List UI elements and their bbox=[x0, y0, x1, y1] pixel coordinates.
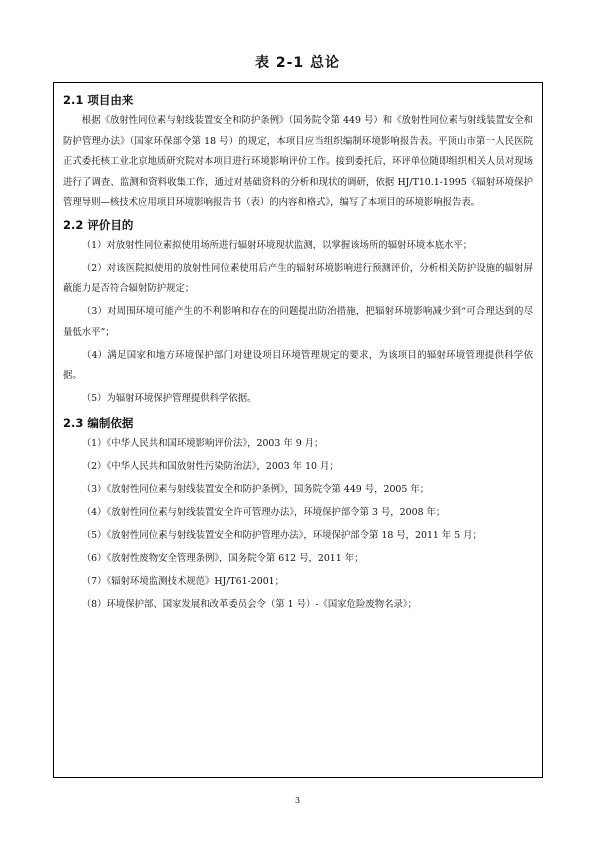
list-item: （6）《放射性废物安全管理条例》，国务院令第 612 号，2011 年； bbox=[81, 553, 364, 564]
section-heading-2-1: 2.1 项目由来 bbox=[63, 93, 134, 107]
list-item: （5）为辐射环境保护管理提供科学依据。 bbox=[81, 393, 257, 404]
list-item: （4）《放射性同位素与射线装置安全许可管理办法》，环境保护部令第 3 号，2008 年； bbox=[81, 507, 446, 518]
table-title: 表 2-1 总论 bbox=[254, 55, 341, 71]
section-heading-2-3: 2.3 编制依据 bbox=[63, 416, 134, 430]
list-item: （1）《中华人民共和国环境影响评价法》，2003 年 9 月； bbox=[81, 438, 324, 449]
list-item: （8）环境保护部、国家发展和改革委员会令（第 1 号）-《国家危险废物名录》； bbox=[81, 599, 417, 610]
list-item: （2）《中华人民共和国放射性污染防治法》，2003 年 10 月； bbox=[81, 461, 339, 472]
page-number: 3 bbox=[294, 796, 301, 805]
list-item: （3）《放射性同位素与射线装置安全和防护条例》，国务院令第 449 号，2005 年； bbox=[81, 484, 430, 495]
list-item: （1）对放射性同位素拟使用场所进行辐射环境现状监测，以掌握该场所的辐射环境本底水平； bbox=[81, 239, 473, 251]
paragraph-project-origin: 根据《放射性同位素与射线装置安全和防护条例》（国务院令第 449 号）和《放射性同位素与射线装置安全和防护管理办法》（国家环保部令第 18 号）的规定，本项目应当组织编制环境影响报告表。平顶山市第一人民医院正式委托核工业北京地质研究院对本项目进行环境影响评价工作。接到委托后，环评单位随即组织相关人员对现场进行了调查、监测和资料收集工作，通过对基础资料的分析和现状的调研，依据 HJ/T10.1-1995《辐射环境保护管理导则—核技术应用项目环境影响报告书（表）的内容和格式》，编写了本项目的环境影响报告表。 bbox=[63, 115, 533, 208]
list-item: （4）满足国家和地方环境保护部门对建设项目环境管理规定的要求，为该项目的辐射环境管理提供科学依据。 bbox=[63, 349, 533, 381]
list-item: （7）《辐射环境监测技术规范》HJ/T61-2001； bbox=[81, 576, 284, 587]
section-heading-2-2: 2.2 评价目的 bbox=[63, 217, 134, 232]
list-item: （5）《放射性同位素与射线装置安全和防护管理办法》，环境保护部令第 18 号，2011 年 5 月； bbox=[81, 530, 482, 541]
list-item: （3）对周围环境可能产生的不利影响和存在的问题提出防治措施，把辐射环境影响减少到“可合理达到的尽量低水平”； bbox=[63, 306, 533, 338]
content-frame bbox=[53, 82, 543, 778]
list-item: （2）对该医院拟使用的放射性同位素使用后产生的辐射环境影响进行预测评价，分析相关防护设施的辐射屏蔽能力是否符合辐射防护规定； bbox=[63, 262, 533, 294]
